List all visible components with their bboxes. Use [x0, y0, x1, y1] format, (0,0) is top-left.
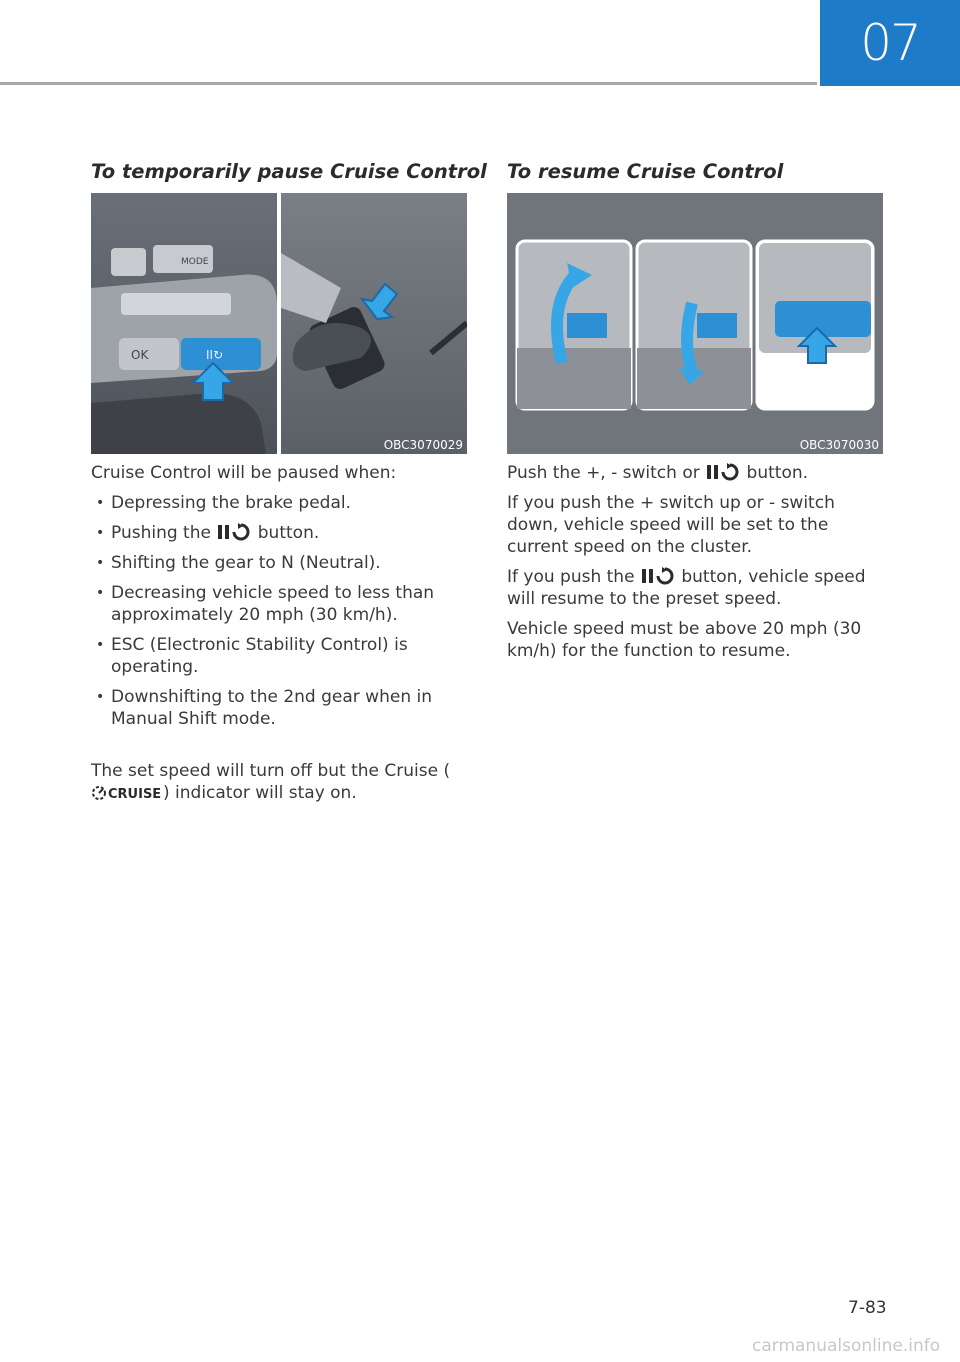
resume-p3-b: button, vehicle speed will resume to the preset speed. — [507, 567, 866, 609]
resume-p1-a: Push the +, - switch or — [507, 463, 700, 483]
resume-switch-illustration — [507, 193, 883, 454]
watermark: carmanualsonline.info — [752, 1336, 941, 1356]
resume-p3 — [507, 566, 887, 610]
resume-p4: Vehicle speed must be above 20 mph (30 km/h) for the function to resume. — [507, 619, 862, 661]
bullet-button-text-b: button. — [257, 523, 320, 543]
bullet-button — [91, 522, 471, 544]
resume-p1 — [507, 462, 887, 484]
svg-text:II↻: II↻ — [206, 348, 224, 362]
figure-code: OBC3070029 — [383, 438, 463, 452]
pause-text — [91, 462, 471, 812]
bullet-neutral: • Shifting the gear to N (Neutral). — [91, 552, 471, 574]
pause-intro: Cruise Control will be paused when: — [91, 463, 397, 483]
figure-pause — [91, 193, 467, 454]
bullet-downshift: • Downshifting to the 2nd gear when in Manual Shift mode. — [91, 686, 471, 730]
page-number: 7-83 — [848, 1298, 887, 1318]
resume-text — [507, 462, 887, 670]
pause-bullets — [91, 492, 471, 730]
bullet-esc: • ESC (Electronic Stability Control) is operating. — [91, 634, 471, 678]
section-title-pause: To temporarily pause Cruise Control — [91, 160, 487, 183]
mode-label: MODE — [181, 257, 209, 267]
pause-resume-icon — [640, 567, 676, 585]
ok-label: OK — [131, 348, 149, 362]
steering-wheel-pedal-illustration — [91, 193, 467, 454]
bullet-button-text-a: Pushing the — [111, 523, 211, 543]
cruise-icon-label: CRUISE — [108, 787, 162, 801]
pause-note-b: ) indicator will stay on. — [163, 783, 357, 803]
section-title-resume: To resume Cruise Control — [507, 160, 784, 183]
pause-resume-icon — [705, 463, 741, 481]
resume-p3-a: If you push the — [507, 567, 635, 587]
figure-resume — [507, 193, 883, 454]
pause-resume-icon — [216, 523, 252, 541]
cruise-indicator-icon — [91, 783, 163, 801]
bullet-brake: • Depressing the brake pedal. — [91, 492, 471, 514]
pause-note-a: The set speed will turn off but the Cruise ( — [91, 761, 451, 781]
pause-note — [91, 760, 471, 804]
resume-p2: If you push the + switch up or - switch down, vehicle speed will be set to the current speed on the cluster. — [507, 493, 835, 557]
figure-code: OBC3070030 — [799, 438, 879, 452]
header-rule — [0, 82, 817, 85]
bullet-speed: • Decreasing vehicle speed to less than approximately 20 mph (30 km/h). — [91, 582, 471, 626]
resume-p1-b: button. — [746, 463, 809, 483]
chapter-tab: 07 — [820, 0, 960, 86]
